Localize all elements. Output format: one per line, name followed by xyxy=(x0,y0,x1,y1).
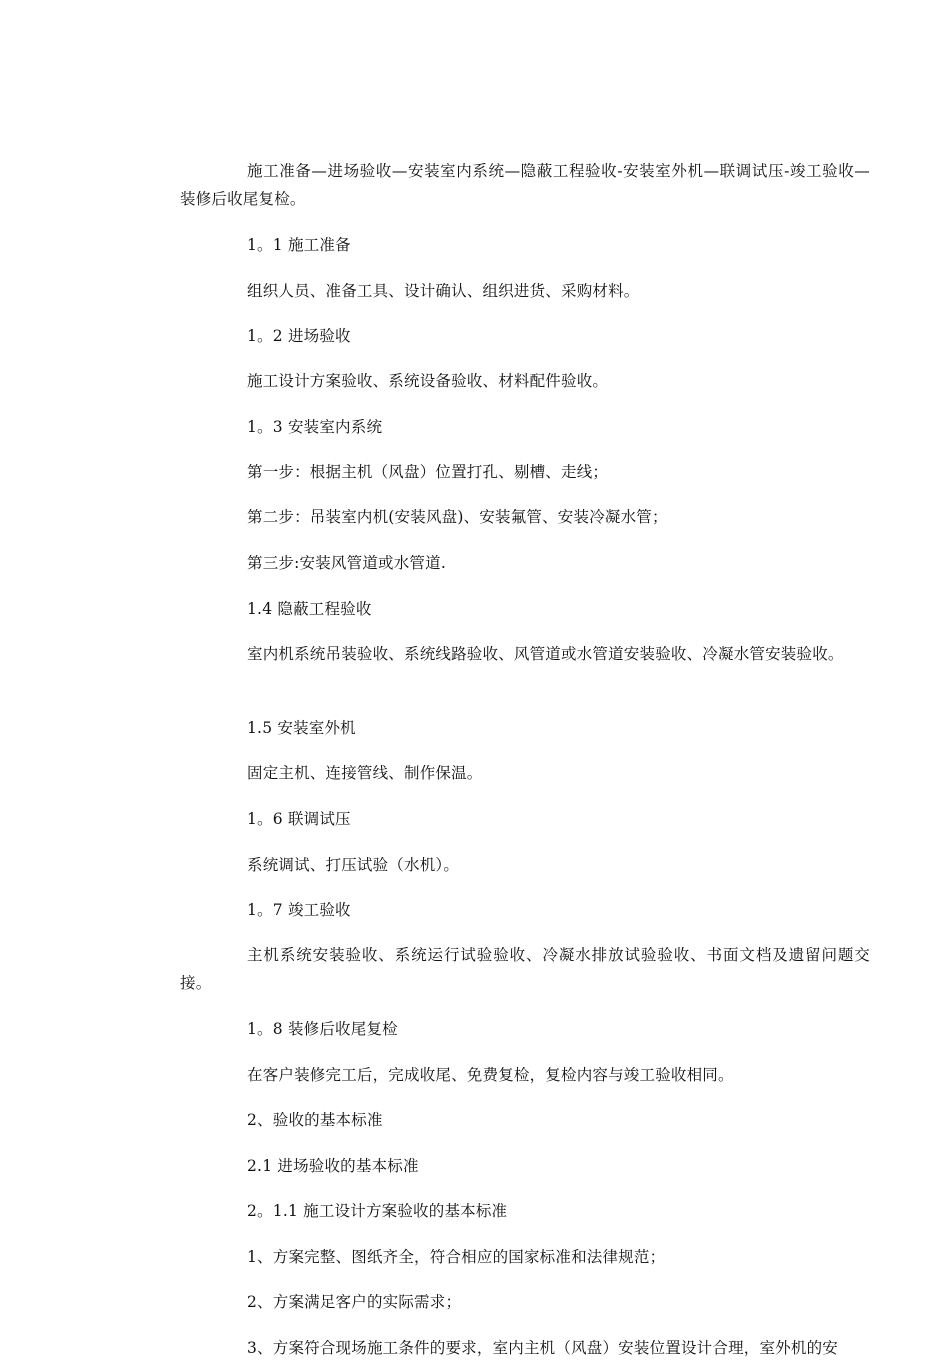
body-paragraph: 施工设计方案验收、系统设备验收、材料配件验收。 xyxy=(247,372,609,390)
body-paragraph: 固定主机、连接管线、制作保温。 xyxy=(247,764,483,782)
list-item: 2、方案满足客户的实际需求； xyxy=(247,1293,462,1311)
section-heading-1-1: 1。1 施工准备 xyxy=(247,236,351,254)
section-heading-1-2: 1。2 进场验收 xyxy=(247,327,351,345)
section-heading-2: 2、验收的基本标准 xyxy=(247,1111,383,1129)
list-item: 3、方案符合现场施工条件的要求，室内主机（风盘）安装位置设计合理，室外机的安 xyxy=(247,1339,838,1357)
process-flow-paragraph: 施工准备—进场验收—安装室内系统—隐蔽工程验收-安装室外机—联调试压-竣工验收—装修后收尾复检。 xyxy=(180,162,870,208)
step-paragraph: 第一步：根据主机（风盘）位置打孔、剔槽、走线； xyxy=(247,463,609,481)
body-paragraph: 在客户装修完工后，完成收尾、免费复检，复检内容与竣工验收相同。 xyxy=(247,1066,734,1084)
section-heading-1-8: 1。8 装修后收尾复检 xyxy=(247,1020,398,1038)
list-item: 1、方案完整、图纸齐全，符合相应的国家标准和法律规范； xyxy=(247,1248,666,1266)
step-paragraph: 第三步:安装风管道或水管道. xyxy=(247,554,446,572)
section-heading-2-1: 2.1 进场验收的基本标准 xyxy=(247,1157,419,1175)
body-paragraph: 系统调试、打压试验（水机）。 xyxy=(247,856,460,874)
body-paragraph: 组织人员、准备工具、设计确认、组织进货、采购材料。 xyxy=(247,282,640,300)
section-heading-2-1-1: 2。1.1 施工设计方案验收的基本标准 xyxy=(247,1202,508,1220)
section-heading-1-3: 1。3 安装室内系统 xyxy=(247,418,383,436)
section-heading-1-5: 1.5 安装室外机 xyxy=(247,719,356,737)
body-paragraph: 主机系统安装验收、系统运行试验验收、冷凝水排放试验验收、书面文档及遗留问题交接。 xyxy=(180,946,870,992)
section-heading-1-4: 1.4 隐蔽工程验收 xyxy=(247,600,372,618)
step-paragraph: 第二步：吊装室内机(安装风盘)、安装氟管、安装冷凝水管； xyxy=(247,508,668,526)
section-heading-1-7: 1。7 竣工验收 xyxy=(247,901,351,919)
body-paragraph: 室内机系统吊装验收、系统线路验收、风管道或水管道安装验收、冷凝水管安装验收。 xyxy=(247,645,844,663)
section-heading-1-6: 1。6 联调试压 xyxy=(247,810,351,828)
